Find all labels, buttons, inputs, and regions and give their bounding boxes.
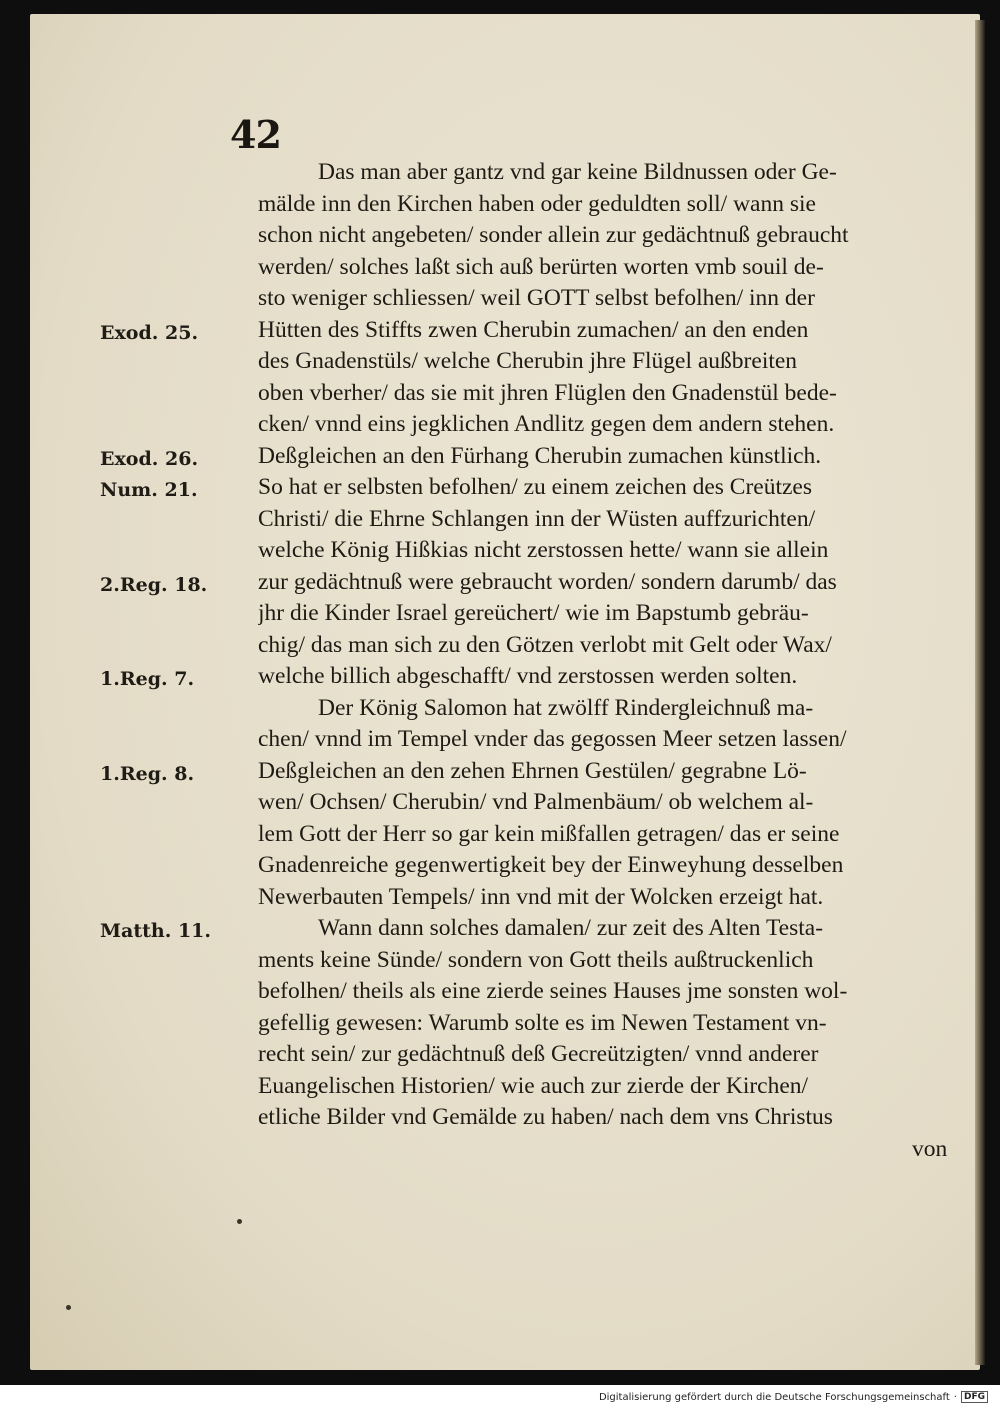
margin-reference: 1.Reg. 8. <box>100 762 195 785</box>
text-line: chig/ das man sich zu den Götzen verlobt mit Gelt oder Wax/ <box>258 631 832 658</box>
text-line: werden/ solches laßt sich auß berürten worten vmb souil de- <box>258 253 824 280</box>
text-line: mälde inn den Kirchen haben oder geduldten soll/ wann sie <box>258 190 816 217</box>
text-line: von <box>912 1135 948 1162</box>
text-line: Christi/ die Ehrne Schlangen inn der Wüsten auffzurichten/ <box>258 505 816 532</box>
text-line: Euangelischen Historien/ wie auch zur zierde der Kirchen/ <box>258 1072 809 1099</box>
text-line: lem Gott der Herr so gar kein mißfallen getragen/ das er seine <box>258 820 840 847</box>
ink-speck <box>237 1219 242 1224</box>
ink-speck <box>66 1305 71 1310</box>
text-line: recht sein/ zur gedächtnuß deß Gecreützigten/ vnnd anderer <box>258 1041 819 1067</box>
text-line: Deßgleichen an den zehen Ehrnen Gestülen/ gegrabne Lö- <box>258 757 807 784</box>
text-line: zur gedächtnuß were gebraucht worden/ sondern darumb/ das <box>258 568 837 595</box>
text-line: So hat er selbsten befolhen/ zu einem zeichen des Creützes <box>258 474 813 500</box>
dfg-logo: DFG <box>961 1391 988 1403</box>
text-line: Das man aber gantz vnd gar keine Bildnussen oder Ge- <box>318 159 837 185</box>
text-line: jhr die Kinder Israel gereüchert/ wie im Bapstumb gebräu- <box>258 600 809 626</box>
text-line: oben vberher/ das sie mit jhren Flüglen den Gnadenstül bede- <box>258 379 837 406</box>
text-line: sto weniger schliessen/ weil GOTT selbst befolhen/ inn der <box>258 285 815 311</box>
margin-reference: Exod. 26. <box>100 447 199 470</box>
text-line: ments keine Sünde/ sondern von Gott theils außtruckenlich <box>258 946 814 973</box>
text-line: Wann dann solches damalen/ zur zeit des Alten Testa- <box>318 915 824 941</box>
text-line: chen/ vnnd im Tempel vnder das gegossen Meer setzen lassen/ <box>258 726 847 752</box>
text-line: Gnadenreiche gegenwertigkeit bey der Einweyhung desselben <box>258 852 844 878</box>
text-line: befolhen/ theils als eine zierde seines Hauses jme sonsten wol- <box>258 978 848 1004</box>
text-line: wen/ Ochsen/ Cherubin/ vnd Palmenbäum/ ob welchem al- <box>258 789 814 815</box>
text-line: gefellig gewesen: Warumb solte es im Newen Testament vn- <box>258 1009 827 1036</box>
text-line: Hütten des Stiffts zwen Cherubin zumachen/ an den enden <box>258 316 809 343</box>
text-line: schon nicht angebeten/ sonder allein zur gedächtnuß gebraucht <box>258 222 849 248</box>
page-edge <box>975 20 985 1365</box>
text-line: cken/ vnnd eins jegklichen Andlitz gegen dem andern stehen. <box>258 411 835 437</box>
text-line: Deßgleichen an den Fürhang Cherubin zumachen künstlich. <box>258 442 822 469</box>
text-line: welche billich abgeschafft/ vnd zerstossen werden solten. <box>258 663 798 689</box>
text-line: des Gnadenstüls/ welche Cherubin jhre Flügel außbreiten <box>258 348 798 374</box>
margin-reference: Num. 21. <box>100 479 198 501</box>
margin-reference: 2.Reg. 18. <box>100 573 208 596</box>
margin-reference: 1.Reg. 7. <box>100 668 195 690</box>
margin-reference: Matth. 11. <box>100 920 211 942</box>
text-line: welche König Hißkias nicht zerstossen hette/ wann sie allein <box>258 537 829 563</box>
footer-credit: Digitalisierung gefördert durch die Deutsche Forschungsgemeinschaft · DFG <box>599 1391 988 1403</box>
text-line: Newerbauten Tempels/ inn vnd mit der Wolcken erzeigt hat. <box>258 883 824 910</box>
text-line: etliche Bilder vnd Gemälde zu haben/ nach dem vns Christus <box>258 1104 833 1130</box>
page-number: 42 <box>230 112 281 157</box>
text-line: Der König Salomon hat zwölff Rindergleichnuß ma- <box>318 694 814 721</box>
margin-reference: Exod. 25. <box>100 321 199 344</box>
footer-credit-text: Digitalisierung gefördert durch die Deutsche Forschungsgemeinschaft <box>598 1391 950 1403</box>
